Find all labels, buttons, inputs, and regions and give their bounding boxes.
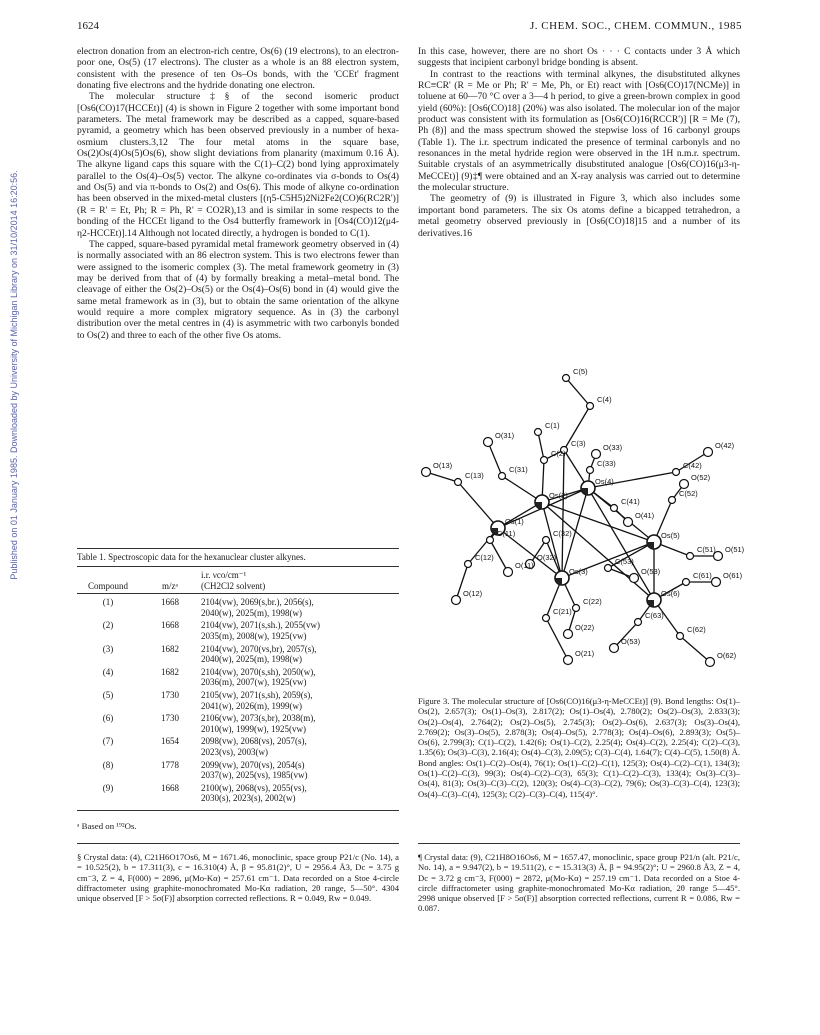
mz-cell: 1778 — [161, 759, 179, 770]
bond-line — [546, 618, 568, 660]
paragraph: In this case, however, there are no short Os · · · C contacts under 3 Å which suggests that incipient carbonyl bridge bonding is absent. — [418, 46, 740, 69]
atom — [680, 480, 689, 489]
table-row — [77, 690, 399, 701]
atom-label: O(62) — [717, 651, 737, 660]
atom — [455, 479, 462, 486]
atom-label: C(31) — [509, 465, 528, 474]
table-row — [77, 783, 399, 794]
journal-title: J. CHEM. SOC., CHEM. COMMUN., 1985 — [530, 20, 742, 32]
mz-cell: 1668 — [161, 782, 179, 793]
table-row — [77, 747, 399, 758]
atom-label: C(21) — [553, 607, 572, 616]
atom-label: C(63) — [645, 611, 664, 620]
atom — [504, 568, 513, 577]
atom-label: C(62) — [687, 625, 706, 634]
atom — [573, 605, 580, 612]
atom-label: C(61) — [693, 571, 712, 580]
table-footnote: ᵃ Based on ¹⁹²Os. — [77, 820, 137, 831]
table-row — [77, 644, 399, 655]
ir-cell: 2104(vw), 2071(s,sh.), 2055(vw) — [201, 620, 320, 631]
atom — [611, 505, 618, 512]
atom — [624, 518, 633, 527]
os-atom-shading — [535, 502, 542, 509]
compound-cell: (2) — [102, 620, 114, 631]
bond-line — [538, 432, 544, 460]
ir-cell: 2037(w), 2025(vs), 1985(vw) — [201, 770, 308, 781]
atom — [673, 469, 680, 476]
table-row — [77, 631, 399, 642]
atom — [499, 473, 506, 480]
atom-label: C(42) — [683, 461, 702, 470]
table-header-row — [77, 581, 399, 592]
footnote-crystal-data-4: § Crystal data: (4), C21H6O17Os6, M = 1671.46, monoclinic, space group P21/c (No. 14), a = 10.525(2), b = 17.311(3), c = 16.310(4) Å, β = 95.81(2)°, U = 2956.4 Å3, Dc = 3.75 g cm⁻3, Z = 4, F(000) = 2896, μ(Mo-Kα) = 257.61 cm⁻1. Data recorded on a Stoe 4-circle diffractometer using graphite-monochromated Mo-Kα radiation, 2θ range, 5—50°. 4304 unique observed [F > 5σ(F)] absorption corrected reflections. R = 0.049, Rw = 0.049. — [77, 852, 399, 904]
atom-label: C(4) — [597, 395, 612, 404]
compound-cell: (6) — [102, 713, 114, 724]
atom — [422, 468, 431, 477]
atom — [535, 429, 542, 436]
atom — [564, 656, 573, 665]
atom — [677, 633, 684, 640]
atom-label: O(51) — [725, 545, 745, 554]
atom-label: C(13) — [465, 471, 484, 480]
atom-label: Os(1) — [505, 517, 524, 526]
table-row — [77, 760, 399, 771]
atom-label: C(33) — [597, 459, 616, 468]
atom-label: Os(2) — [549, 491, 568, 500]
table-row — [77, 608, 399, 619]
table-1 — [77, 548, 399, 831]
header-mz: m/zᵃ — [162, 580, 178, 591]
compound-cell: (1) — [102, 597, 114, 608]
ir-cell: 2040(w), 2025(m), 1998(w) — [201, 607, 302, 618]
ir-cell: 2098(vw), 2068(vs), 2057(s), — [201, 736, 307, 747]
atom-label: O(53) — [641, 567, 661, 576]
header-compound: Compound — [87, 580, 128, 591]
atom-label: C(2) — [551, 449, 566, 458]
mz-cell: 1654 — [161, 736, 179, 747]
ir-cell: 2105(vw), 2071(s,sh), 2059(s), — [201, 689, 313, 700]
atom — [564, 630, 573, 639]
atom-label: C(11) — [497, 529, 516, 538]
ir-cell: 2106(vw), 2073(s,br), 2038(m), — [201, 713, 316, 724]
table-row — [77, 677, 399, 688]
os-atom-shading — [555, 578, 562, 585]
ir-cell: 2036(m), 2007(w), 1925(vw) — [201, 677, 307, 688]
compound-cell: (8) — [102, 759, 114, 770]
page-number: 1624 — [77, 20, 99, 32]
figure-3-structure — [418, 360, 745, 690]
atom-label: C(1) — [545, 421, 560, 430]
download-stamp — [4, 120, 18, 640]
atom-label: C(22) — [583, 597, 602, 606]
ir-cell: 2100(w), 2068(vs), 2055(vs), — [201, 782, 307, 793]
atom — [563, 375, 570, 382]
bond-line — [488, 442, 502, 476]
table-bottom-rule — [77, 810, 399, 811]
footnote-crystal-data-9: ¶ Crystal data: (9), C21H8O16Os6, M = 1657.47, monoclinic, space group P21/n (alt. P21/c, No. 14), a = 9.947(2), b = 19.511(2), c = 15.313(3) Å, β = 94.95(2)°; U = 2960.8 Å3, Z = 4, Dc = 3.72 g cm⁻3, F(000) = 2872, μ(Mo-Kα) = 257.19 cm⁻1. Data recorded on a Stoe 4-circle diffractometer using graphite-monochromated Mo-Kα radiation, 2θ range 5—45°. 2998 unique observed [F > 5σ(F)] absorption corrected reflections, current R = 0.086, Rw = 0.087. — [418, 852, 740, 914]
atom — [630, 574, 639, 583]
atom — [465, 561, 472, 568]
paragraph: In contrast to the reactions with terminal alkynes, the disubstituted alkynes RC≡CR' (R = Me or Ph; R' = Me, Ph, or Et) react with [Os6(CO)17(NCMe)] in toluene at 60—70 °C over a 3—4 h period, to give a green-brown complex in good yield (60%): [Os6(CO)18] (20%) was also isolated. The molecular ion of the major product was consistent with its formulation as [Os6(CO)16(RCCR')] [R = Me (7), Ph (8)] and the mass spectrum showed the stepwise loss of 16 carbonyl groups (Table 1). The i.r. spectrum indicated the presence of terminal carbonyls and no resonances in the metal hydride region were observed in the 1H n.m.r. spectrum. Suitable crystals of an asymmetrically disubstituted analogue [Os6(CO)16(μ3-η-MeCCEt)] (9)‡¶ were obtained and an X-ray analysis was carried out to determine the molecular structure. — [418, 68, 740, 194]
download-stamp-text: Published on 01 January 1985. Downloaded by University of Michigan Library on 31/10/2014 16:20:56. — [9, 170, 19, 580]
ir-cell: 2010(w), 1999(w), 1925(vw) — [201, 723, 306, 734]
mz-cell: 1668 — [161, 597, 179, 608]
header-ir: i.r. νco/cm⁻¹ — [201, 570, 247, 580]
atom — [669, 497, 676, 504]
table-row — [77, 713, 399, 724]
atom-label: O(52) — [691, 473, 711, 482]
compound-cell: (9) — [102, 782, 114, 793]
paragraph: The geometry of (9) is illustrated in Figure 3, which also includes some important bond parameters. The six Os atoms define a bicapped tetrahedron, a metal geometry observed previously in [Os6(CO)18]15 and a number of its derivatives.16 — [418, 193, 740, 239]
atom-label: O(33) — [603, 443, 623, 452]
compound-cell: (3) — [102, 643, 114, 654]
paragraph: The capped, square-based pyramidal metal framework geometry observed in (4) is normally associated with an 86 electron system. This is two electrons fewer than were assigned to the isomeric complex (3). The metal framework geometry in (3) may be derived from that of (4) by formally breaking a metal–metal bond. The cleavage of either the Os(2)–Os(5) or the Os(4)–Os(6) bond in (4) would give the same metal framework as in (3), but to obtain the same orientation of the alkyne would require a more complex migratory sequence. As in (3) the carbonyl distribution over the metal centres in (4) is asymmetric with two carbonyls bonded to Os(2) and three to each of the other five Os atoms. — [77, 238, 399, 341]
right-column — [418, 46, 740, 239]
atom-label: O(31) — [495, 431, 515, 440]
atom-label: O(21) — [575, 649, 595, 658]
atom — [543, 615, 550, 622]
ir-cell: 2104(vw), 2069(s,br.), 2056(s), — [201, 597, 314, 608]
atom — [587, 467, 594, 474]
ir-cell: 2023(vs), 2003(w) — [201, 746, 268, 757]
ir-cell: 2099(vw), 2070(vs), 2054(s) — [201, 759, 305, 770]
table-row — [77, 770, 399, 781]
figure-caption: Figure 3. The molecular structure of [Os6(CO)16(μ3-η-MeCCEt)] (9). Bond lengths: Os(1)–Os(2), 2.657(3); Os(1)–Os(3), 2.817(2); Os(1)–Os(4), 2.780(2); Os(2)–Os(3), 2.833(3); Os(2)–Os(4), 2.764(2); Os(2)–Os(5), 2.745(3); Os(2)–Os(6), 2.637(3); Os(3)–Os(4), 2.769(2); Os(3)–Os(5), 2.878(3); Os(4)–Os(5), 2.778(3); Os(4)–Os(6), 2.893(3); Os(5)–Os(6), 2.799(3); C(1)–C(2), 1.42(6); Os(1)–C(2), 2.25(4); Os(4)–C(2), 2.25(4); C(2)–C(3), 1.35(6); Os(3)–C(3), 2.16(4); Os(4)–C(3), 2.09(5); C(3)–C(4), 1.64(7); C(4)–C(5), 1.50(8) Å. Bond angles: Os(1)–C(2)–Os(4), 76(1); Os(1)–C(2)–C(1), 125(3); Os(4)–C(2)–C(1), 134(3); Os(1)–C(2)–C(3), 99(3); Os(4)–C(2)–C(3), 65(3); C(1)–C(2)–C(3), 133(4); Os(3)–C(3)–Os(4), 81(3); Os(3)–C(3)–C(2), 120(3); Os(4)–C(3)–C(2), 79(6); Os(3)–C(3)–C(4), 123(3); Os(4)–C(3)–C(4), 125(3); C(2)–C(3)–C(4), 115(4)°. — [418, 696, 740, 799]
ir-cell: 2041(w), 2026(m), 1999(w) — [201, 700, 302, 711]
ir-cell: 2040(w), 2025(m), 1998(w) — [201, 654, 302, 665]
footnote-rule-right — [418, 843, 740, 844]
atom-label: C(41) — [621, 497, 640, 506]
header-solvent: (CH2Cl2 solvent) — [201, 580, 266, 591]
atom-label: C(5) — [573, 367, 588, 376]
atom — [712, 578, 721, 587]
atom — [704, 448, 713, 457]
table-caption: Table 1. Spectroscopic data for the hexanuclear cluster alkynes. — [77, 552, 306, 562]
mz-cell: 1668 — [161, 620, 179, 631]
atom — [706, 658, 715, 667]
atom-label: C(3) — [571, 439, 586, 448]
bond-line — [458, 482, 498, 528]
atom-label: Os(6) — [661, 589, 680, 598]
left-column — [77, 46, 399, 341]
atom-label: Os(3) — [569, 567, 588, 576]
ir-cell: 2035(m), 2008(w), 1925(vw) — [201, 630, 307, 641]
mz-cell: 1682 — [161, 643, 179, 654]
table-rule — [77, 593, 399, 594]
bond-line — [566, 378, 590, 406]
molecule-diagram — [418, 360, 745, 690]
atom — [541, 457, 548, 464]
table-row — [77, 724, 399, 735]
atom — [452, 596, 461, 605]
atom-label: O(41) — [635, 511, 655, 520]
atom-label: C(32) — [553, 529, 572, 538]
table-header-row — [77, 570, 399, 581]
atom — [484, 438, 493, 447]
mz-cell: 1730 — [161, 713, 179, 724]
atom — [543, 537, 550, 544]
footnote-rule-left — [77, 843, 399, 844]
compound-cell: (5) — [102, 689, 114, 700]
atom-label: O(32) — [537, 553, 557, 562]
atom — [635, 619, 642, 626]
table-top-rule — [77, 548, 399, 549]
table-row — [77, 736, 399, 747]
atom — [687, 553, 694, 560]
bond-line — [562, 450, 564, 578]
atom — [605, 565, 612, 572]
table-row — [77, 597, 399, 608]
ir-cell: 2104(vw), 2070(s,sh), 2050(w), — [201, 666, 316, 677]
table-row — [77, 793, 399, 804]
table-row — [77, 667, 399, 678]
atom-label: O(42) — [715, 441, 735, 450]
bond-line — [680, 636, 710, 662]
table-row — [77, 620, 399, 631]
atom-label: O(22) — [575, 623, 595, 632]
table-row — [77, 701, 399, 712]
table-row — [77, 654, 399, 665]
os-atom-shading — [647, 542, 654, 549]
compound-cell: (7) — [102, 736, 114, 747]
atom-label: Os(4) — [595, 477, 614, 486]
atom-label: O(61) — [723, 571, 743, 580]
atom — [487, 537, 494, 544]
page-header — [77, 20, 742, 38]
paragraph: The molecular structure‡§ of the second isomeric product [Os6(CO)17(HCCEt)] (4) is shown in Figure 2 together with some important bond parameters. The metal framework may be described as a capped, square-based pyramid, a geometry which has been observed previously in a number of hexa-osmium clusters.3,12 The four metal atoms in the square base, Os(2)Os(4)Os(5)Os(6), show slight deviations from planarity (maximum 0.16 Å). The alkyne ligand caps this square with the C(1)–C(2) bond lying approximately parallel to the Os(4)–Os(5) vector. The alkyne co-ordinates via σ-bonds to Os(4) and Os(5) and via π-bonds to Os(2) and Os(6). This mode of alkyne co-ordination has been observed in the mixed-metal clusters [(η5-C5H5)2Ni2Fe2(CO)6(RC2R')] (R = R' = Et, Ph; R = Ph, R' = CO2R),13 and is similar in some respects to the bonding of the HCCEt ligand to the Os4 butterfly framework in [Os4(CO)12(μ4-η2-HCCEt)].14 Although not located directly, a hydrogen is bonded to C(1). — [77, 91, 399, 239]
ir-cell: 2104(vw), 2070(vs,br), 2057(s), — [201, 643, 317, 654]
ir-cell: 2030(s), 2023(s), 2002(w) — [201, 793, 296, 804]
atom-label: C(53) — [615, 557, 634, 566]
atom — [587, 403, 594, 410]
atom — [610, 644, 619, 653]
atom-label: Os(5) — [661, 531, 680, 540]
atom — [592, 450, 601, 459]
atom-label: O(12) — [463, 589, 483, 598]
mz-cell: 1730 — [161, 689, 179, 700]
atom-label: O(11) — [515, 561, 534, 570]
table-rule — [77, 566, 399, 567]
atom-label: C(51) — [697, 545, 716, 554]
atom-label: C(12) — [475, 553, 494, 562]
os-atom-shading — [581, 488, 588, 495]
atom-label: C(52) — [679, 489, 698, 498]
compound-cell: (4) — [102, 666, 114, 677]
os-atom-shading — [647, 600, 654, 607]
mz-cell: 1682 — [161, 666, 179, 677]
atom-label: O(53) — [621, 637, 641, 646]
paragraph: electron donation from an electron-rich centre, Os(6) (19 electrons), to an electron-poor one, Os(5) (17 electrons). The cluster as a whole is an 88 electron system, consistent with the presence of ten Os–Os bonds, with the 'CCEt' fragment donating five electrons and the hydride donating one electron. — [77, 46, 399, 92]
atom-label: O(13) — [433, 461, 453, 470]
atom — [683, 579, 690, 586]
